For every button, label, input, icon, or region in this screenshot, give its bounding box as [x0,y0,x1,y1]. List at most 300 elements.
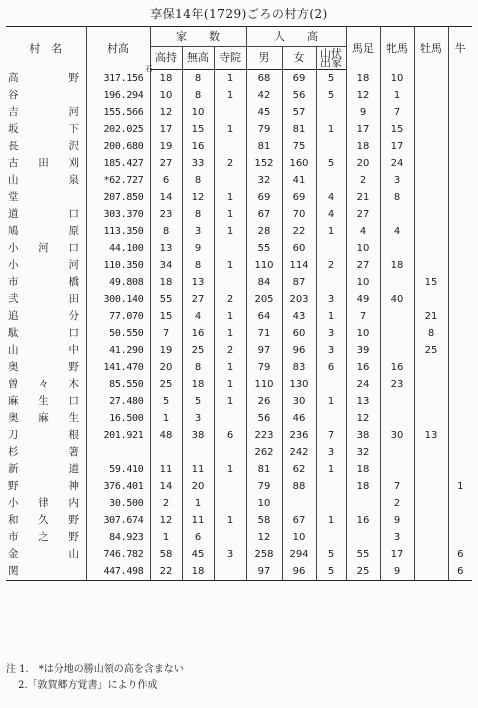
cell-yamabushi [316,240,346,257]
cell-stallion: 9 [380,512,414,529]
cell-kokudaka: 196.294 [86,87,150,104]
cell-horses: 49 [346,291,380,308]
cell-takamochi: 34 [150,257,182,274]
cell-kokudaka: 77.070 [86,308,150,325]
cell-horses: 39 [346,342,380,359]
cell-name: 弐田 [8,293,80,305]
unit-mark: 石 [145,64,153,73]
cell-horses: 9 [346,104,380,121]
cell-jiin [214,529,246,546]
cell-mare [414,359,448,376]
cell-kokudaka: 300.140 [86,291,150,308]
cell-horses: 16 [346,512,380,529]
cell-stallion: 8 [380,189,414,206]
cell-horses: 2 [346,172,380,189]
cell-women: 236 [282,427,316,444]
cell-men: 258 [246,546,282,563]
cell-kokudaka: 84.923 [86,529,150,546]
cell-yamabushi: 2 [316,257,346,274]
cell-jiin: 1 [214,87,246,104]
cell-jiin [214,138,246,155]
cell-cattle: 1 [448,478,472,495]
cell-mare [414,189,448,206]
cell-mare [414,257,448,274]
cell-stallion: 30 [380,427,414,444]
cell-yamabushi: 1 [316,393,346,410]
cell-stallion [380,410,414,427]
cell-stallion: 3 [380,529,414,546]
cell-stallion: 4 [380,223,414,240]
cell-mudaka: 3 [182,223,214,240]
cell-stallion: 18 [380,257,414,274]
cell-mare [414,240,448,257]
cell-jiin: 1 [214,121,246,138]
cell-women: 22 [282,223,316,240]
cell-horses: 10 [346,274,380,291]
cell-mudaka: 8 [182,257,214,274]
cell-mare [414,87,448,104]
table-row [6,342,472,359]
cell-name: 曽々木 [8,378,80,390]
table-row [6,495,472,512]
cell-horses: 27 [346,257,380,274]
cell-yamabushi: 1 [316,512,346,529]
table-row [6,257,472,274]
cell-mudaka: 16 [182,138,214,155]
cell-women: 114 [282,257,316,274]
cell-mare: 25 [414,342,448,359]
cell-takamochi: 8 [150,223,182,240]
cell-name: 古田刈 [8,157,80,169]
header-stallion: 牝馬 [380,27,414,70]
cell-name: 小律内 [8,497,80,509]
cell-takamochi [150,444,182,461]
cell-women: 57 [282,104,316,121]
cell-name: 吉河 [8,106,80,118]
table-row [6,427,472,444]
cell-jiin [214,478,246,495]
cell-kokudaka: 49.808 [86,274,150,291]
cell-jiin [214,563,246,581]
cell-yamabushi [316,495,346,512]
cell-jiin [214,240,246,257]
header-households: 家 数 [150,27,246,47]
cell-horses: 12 [346,87,380,104]
cell-mare [414,376,448,393]
cell-men: 110 [246,257,282,274]
cell-yamabushi: 5 [316,70,346,88]
cell-cattle [448,529,472,546]
cell-name: 坂下 [8,123,80,135]
cell-name: 谷 [8,89,19,101]
cell-name: 奥野 [8,361,80,373]
cell-mudaka: 10 [182,104,214,121]
cell-mudaka: 38 [182,427,214,444]
header-village: 村 名 [6,27,86,70]
cell-jiin: 1 [214,206,246,223]
cell-men: 45 [246,104,282,121]
cell-mare [414,206,448,223]
cell-women: 203 [282,291,316,308]
cell-stallion [380,240,414,257]
cell-mare: 8 [414,325,448,342]
cell-mudaka: 18 [182,563,214,581]
cell-mare [414,512,448,529]
cell-mare [414,529,448,546]
table-row [6,240,472,257]
cell-horses: 17 [346,121,380,138]
cell-jiin [214,274,246,291]
cell-yamabushi: 1 [316,308,346,325]
cell-mudaka: 3 [182,410,214,427]
cell-stallion [380,461,414,478]
table-row [6,376,472,393]
cell-mudaka: 33 [182,155,214,172]
table-row [6,308,472,325]
cell-mudaka: 18 [182,376,214,393]
cell-takamochi: 7 [150,325,182,342]
cell-horses: 12 [346,410,380,427]
cell-yamabushi: 5 [316,546,346,563]
cell-stallion [380,342,414,359]
cell-name: 杉箸 [8,446,80,458]
cell-takamochi: 14 [150,478,182,495]
cell-name: 小河 [8,259,80,271]
cell-yamabushi: 7 [316,427,346,444]
cell-stallion: 40 [380,291,414,308]
cell-mare [414,478,448,495]
cell-jiin: 2 [214,155,246,172]
cell-men: 84 [246,274,282,291]
cell-mudaka: 45 [182,546,214,563]
cell-women: 87 [282,274,316,291]
cell-yamabushi [316,138,346,155]
cell-horses: 18 [346,70,380,88]
cell-women: 10 [282,529,316,546]
cell-jiin: 1 [214,461,246,478]
header-takamochi: 高持 [150,47,182,70]
cell-horses: 38 [346,427,380,444]
cell-takamochi: 55 [150,291,182,308]
cell-cattle [448,376,472,393]
cell-stallion: 15 [380,121,414,138]
table-row [6,529,472,546]
footnote-2: 2.「敦賀郷方覚書」により作成 [18,680,158,691]
cell-stallion [380,206,414,223]
cell-kokudaka: 113.350 [86,223,150,240]
cell-takamochi: 14 [150,189,182,206]
cell-name: 山泉 [8,174,80,186]
cell-women: 294 [282,546,316,563]
cell-kokudaka: 110.350 [86,257,150,274]
header-men: 男 [246,47,282,70]
cell-men: 58 [246,512,282,529]
cell-men: 79 [246,121,282,138]
cell-kokudaka: 317.156 石 [86,70,150,88]
cell-men: 223 [246,427,282,444]
cell-takamochi: 11 [150,461,182,478]
header-yamabushi: 山伏出家 [316,47,346,70]
cell-horses: 18 [346,138,380,155]
cell-stallion: 10 [380,70,414,88]
cell-jiin: 1 [214,325,246,342]
cell-mare [414,172,448,189]
cell-kokudaka: 41.290 [86,342,150,359]
village-table [6,26,472,581]
cell-men: 64 [246,308,282,325]
cell-cattle [448,308,472,325]
cell-kokudaka: 307.674 [86,512,150,529]
cell-stallion: 9 [380,563,414,581]
cell-jiin: 1 [214,359,246,376]
cell-mare: 13 [414,427,448,444]
cell-jiin: 2 [214,342,246,359]
cell-men: 68 [246,70,282,88]
cell-horses [346,529,380,546]
cell-women: 160 [282,155,316,172]
footnote-1: 注 1. *は分地の勝山領の高を含まない [6,664,184,675]
table-row [6,512,472,529]
table-row [6,104,472,121]
cell-horses: 10 [346,325,380,342]
cell-women: 130 [282,376,316,393]
cell-takamochi: 22 [150,563,182,581]
cell-women: 67 [282,512,316,529]
cell-jiin: 2 [214,291,246,308]
cell-jiin [214,172,246,189]
cell-takamochi: 18 [150,70,182,88]
cell-takamochi: 5 [150,393,182,410]
cell-name: 市之野 [8,531,80,543]
table-row [6,291,472,308]
cell-mare [414,70,448,88]
cell-yamabushi [316,478,346,495]
header-kokudaka: 村高 [86,27,150,70]
cell-kokudaka: 30.500 [86,495,150,512]
cell-mudaka: 25 [182,342,214,359]
cell-cattle [448,87,472,104]
cell-takamochi: 25 [150,376,182,393]
header-horses: 馬足 [346,27,380,70]
cell-mudaka: 11 [182,512,214,529]
cell-stallion: 17 [380,546,414,563]
cell-mare: 21 [414,308,448,325]
cell-horses: 24 [346,376,380,393]
cell-name: 野神 [8,480,80,492]
cell-cattle [448,121,472,138]
cell-kokudaka: 746.782 [86,546,150,563]
table-row [6,546,472,563]
header-cattle: 牛 [448,27,472,70]
cell-yamabushi: 5 [316,155,346,172]
cell-kokudaka [86,444,150,461]
cell-takamochi: 18 [150,274,182,291]
cell-name: 堂 [8,191,19,203]
cell-horses: 16 [346,359,380,376]
cell-mudaka: 8 [182,70,214,88]
cell-men: 56 [246,410,282,427]
cell-women: 69 [282,70,316,88]
cell-women: 41 [282,172,316,189]
cell-name: 高野 [8,71,80,84]
table-title: 享保14年(1729)ごろの村方(2) [150,7,328,21]
cell-mudaka: 8 [182,359,214,376]
cell-takamochi: 1 [150,410,182,427]
cell-takamochi: 23 [150,206,182,223]
cell-men: 110 [246,376,282,393]
header-mudaka: 無高 [182,47,214,70]
cell-mudaka: 16 [182,325,214,342]
cell-yamabushi [316,410,346,427]
cell-men: 97 [246,563,282,581]
cell-horses: 55 [346,546,380,563]
cell-cattle [448,359,472,376]
cell-women: 60 [282,240,316,257]
cell-name: 新道 [8,463,80,475]
cell-women: 46 [282,410,316,427]
cell-stallion: 24 [380,155,414,172]
cell-kokudaka: 201.921 [86,427,150,444]
cell-name: 市橋 [8,276,80,288]
cell-men: 32 [246,172,282,189]
table-row [6,478,472,495]
cell-yamabushi: 3 [316,342,346,359]
cell-jiin: 1 [214,376,246,393]
cell-name: 関 [6,563,86,581]
cell-stallion: 17 [380,138,414,155]
cell-jiin: 1 [214,393,246,410]
cell-cattle: 6 [448,563,472,581]
cell-mare [414,393,448,410]
cell-mudaka: 27 [182,291,214,308]
header-mare: 牡馬 [414,27,448,70]
cell-takamochi: 12 [150,512,182,529]
cell-name: 駄口 [8,327,80,339]
cell-cattle [448,172,472,189]
cell-mare [414,223,448,240]
cell-men: 55 [246,240,282,257]
cell-takamochi: 17 [150,121,182,138]
cell-stallion [380,308,414,325]
header-jiin: 寺院 [214,47,246,70]
cell-kokudaka: 200.680 [86,138,150,155]
cell-jiin: 1 [214,308,246,325]
cell-women: 69 [282,189,316,206]
cell-yamabushi [316,529,346,546]
cell-kokudaka: 141.470 [86,359,150,376]
cell-mudaka: 11 [182,461,214,478]
cell-jiin: 6 [214,427,246,444]
cell-takamochi: 19 [150,342,182,359]
cell-men: 152 [246,155,282,172]
cell-jiin [214,410,246,427]
cell-women: 30 [282,393,316,410]
cell-men: 69 [246,189,282,206]
cell-men: 79 [246,359,282,376]
cell-takamochi: 1 [150,529,182,546]
footnotes [6,662,184,694]
cell-stallion [380,393,414,410]
cell-men: 79 [246,478,282,495]
cell-jiin: 1 [214,70,246,88]
cell-mare [414,155,448,172]
cell-yamabushi: 3 [316,444,346,461]
cell-cattle [448,70,472,88]
cell-yamabushi: 5 [316,87,346,104]
cell-cattle [448,393,472,410]
cell-takamochi: 58 [150,546,182,563]
cell-men: 71 [246,325,282,342]
cell-cattle [448,104,472,121]
cell-women: 81 [282,121,316,138]
cell-kokudaka: 59.410 [86,461,150,478]
cell-stallion: 3 [380,172,414,189]
cell-mudaka: 6 [182,529,214,546]
cell-mudaka: 8 [182,87,214,104]
cell-cattle [448,410,472,427]
cell-yamabushi: 4 [316,189,346,206]
table-row [6,223,472,240]
cell-cattle [448,206,472,223]
cell-cattle [448,274,472,291]
cell-cattle: 6 [448,546,472,563]
cell-stallion: 1 [380,87,414,104]
cell-men: 10 [246,495,282,512]
cell-women: 62 [282,461,316,478]
cell-stallion [380,274,414,291]
cell-horses: 10 [346,240,380,257]
cell-name: 長沢 [8,140,80,152]
cell-horses: 21 [346,189,380,206]
table-row [6,189,472,206]
cell-name: 道口 [8,208,80,220]
cell-cattle [448,461,472,478]
cell-mudaka: 20 [182,478,214,495]
cell-mudaka: 5 [182,393,214,410]
cell-stallion: 7 [380,478,414,495]
cell-cattle [448,189,472,206]
cell-jiin: 1 [214,189,246,206]
cell-yamabushi: 5 [316,563,346,581]
cell-cattle [448,427,472,444]
cell-kokudaka: *62.727 [86,172,150,189]
cell-mare: 15 [414,274,448,291]
cell-jiin [214,444,246,461]
cell-kokudaka: 155.566 [86,104,150,121]
cell-name: 山中 [8,344,80,356]
cell-horses: 18 [346,461,380,478]
cell-mare [414,546,448,563]
cell-yamabushi [316,274,346,291]
cell-women: 242 [282,444,316,461]
cell-mare [414,461,448,478]
cell-yamabushi: 1 [316,223,346,240]
cell-women [282,495,316,512]
cell-kokudaka: 85.550 [86,376,150,393]
cell-takamochi: 27 [150,155,182,172]
cell-horses: 20 [346,155,380,172]
cell-stallion [380,444,414,461]
table-row [6,563,472,581]
header-women: 女 [282,47,316,70]
table-row [6,206,472,223]
cell-women: 70 [282,206,316,223]
cell-mudaka: 15 [182,121,214,138]
cell-men: 262 [246,444,282,461]
cell-cattle [448,325,472,342]
cell-takamochi: 12 [150,104,182,121]
cell-kokudaka: 376.401 [86,478,150,495]
